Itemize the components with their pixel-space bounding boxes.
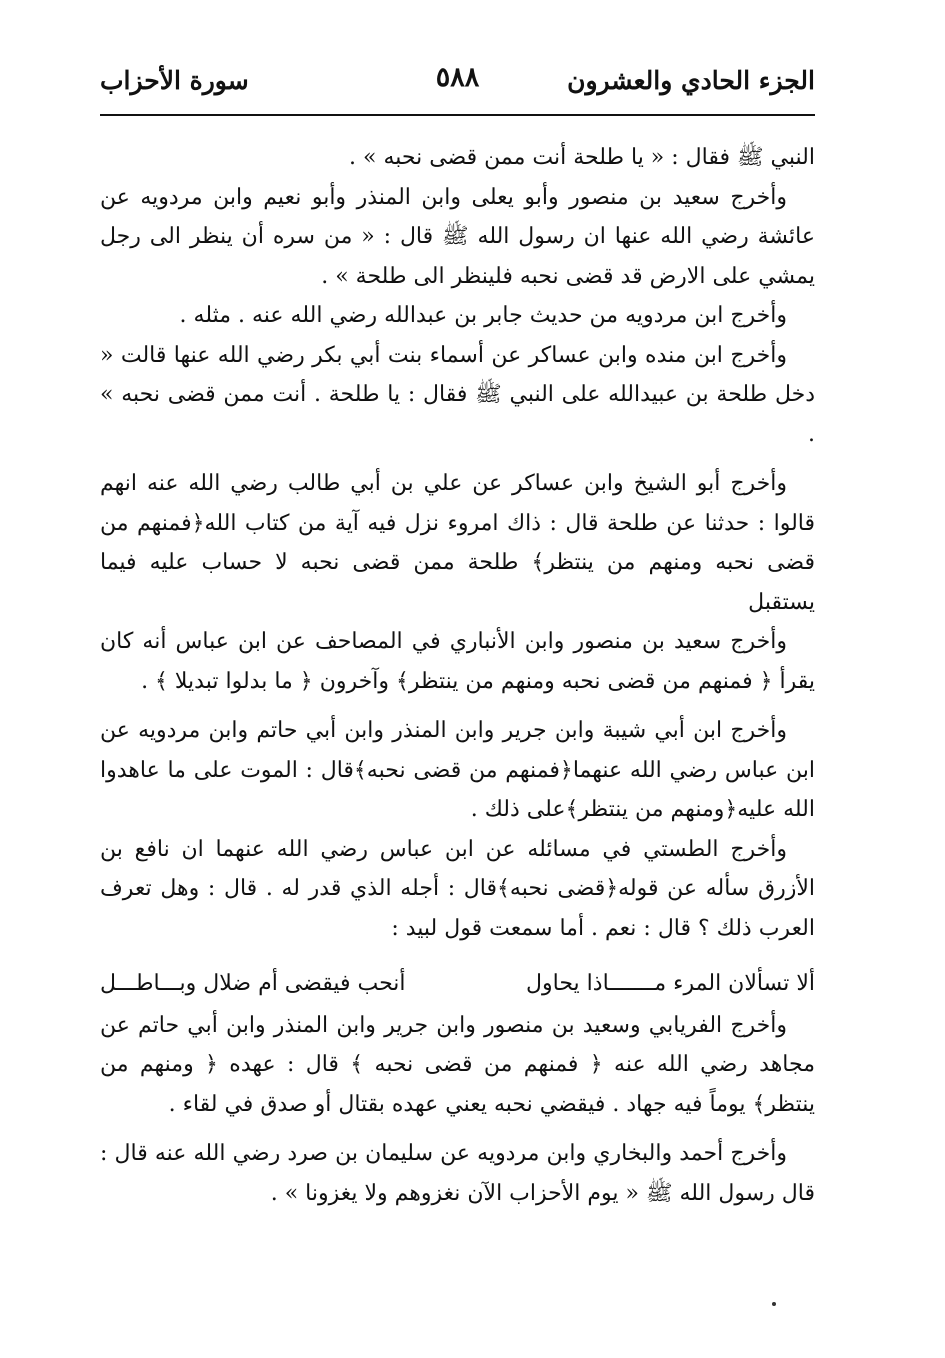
page-header (100, 58, 815, 102)
page-number: ٥٨٨ (435, 62, 480, 93)
verse-first-hemistich: ألا تسألان المرء مـــــــاذا يحاول (526, 971, 815, 996)
paragraph: وأخرج سعيد بن منصور وابن الأنباري في المصاحف عن ابن عباس أنه كان يقرأ ﴿ فمنهم من قضى نحبه ومنهم من ينتظر﴾ وآخرون ﴿ ما بدلوا تبديلا ﴾ . (100, 629, 815, 694)
paragraph: النبي ﷺ فقال : « يا طلحة أنت ممن قضى نحبه » . (349, 145, 815, 170)
paragraph: وأخرج ابن أبي شيبة وابن جرير وابن المنذر وابن أبي حاتم وابن مردويه عن ابن عباس رضي الله عنهما﴿فمنهم من قضى نحبه﴾قال : الموت على ما عاهدوا الله عليه﴿ومنهم من ينتظر﴾على ذلك . (100, 718, 815, 822)
paragraph: وأخرج الطستي في مسائله عن ابن عباس رضي الله عنهما ان نافع بن الأزرق سأله عن قوله﴿قضى نحبه﴾قال : أجله الذي قدر له . قال : وهل تعرف العرب ذلك ؟ قال : نعم . أما سمعت قول لبيد : (100, 836, 815, 941)
page-body (100, 138, 815, 1213)
header-rule (100, 114, 815, 116)
paragraph: وأخرج أحمد والبخاري وابن مردويه عن سليمان بن صرد رضي الله عنه قال : قال رسول الله ﷺ « يوم الأحزاب الآن نغزوهم ولا يغزونا » . (100, 1141, 815, 1206)
paragraph: وأخرج أبو الشيخ وابن عساكر عن علي بن أبي طالب رضي الله عنه انهم قالوا : حدثنا عن طلحة قال : ذاك امروء نزل فيه آية من كتاب الله﴿فمنهم من قضى نحبه ومنهم من ينتظر﴾ طلحة ممن قضى نحبه لا حساب عليه فيما يستقبل (100, 471, 815, 615)
verse-second-hemistich: أنحب فيقضى أم ضلال وبـــاطـــل (100, 971, 406, 996)
poetry-verse (100, 964, 815, 1004)
running-head-surah: سورة الأحزاب (100, 65, 249, 95)
paragraph: وأخرج ابن منده وابن عساكر عن أسماء بنت أبي بكر رضي الله عنها قالت « دخل طلحة بن عبيدالله على النبي ﷺ فقال : يا طلحة . أنت ممن قضى نحبه » . (100, 342, 815, 447)
page-mark (772, 1302, 776, 1306)
paragraph: وأخرج ابن مردويه من حديث جابر بن عبدالله رضي الله عنه . مثله . (179, 303, 787, 328)
paragraph: وأخرج سعيد بن منصور وأبو يعلى وابن المنذر وأبو نعيم وابن مردويه عن عائشة رضي الله عنها ان رسول الله ﷺ قال : « من سره أن ينظر الى رجل يمشي على الارض قد قضى نحبه فلينظر الى طلحة » . (100, 184, 815, 289)
paragraph: وأخرج الفريابي وسعيد بن منصور وابن جرير وابن المنذر وابن أبي حاتم عن مجاهد رضي الله عنه ﴿ فمنهم من قضى نحبه ﴾ قال : عهده ﴿ ومنهم من ينتظر﴾ يوماً فيه جهاد . فيقضي نحبه يعني عهده بقتال أو صدق في لقاء . (100, 1012, 815, 1117)
running-head-part: الجزء الحادي والعشرون (567, 65, 815, 95)
